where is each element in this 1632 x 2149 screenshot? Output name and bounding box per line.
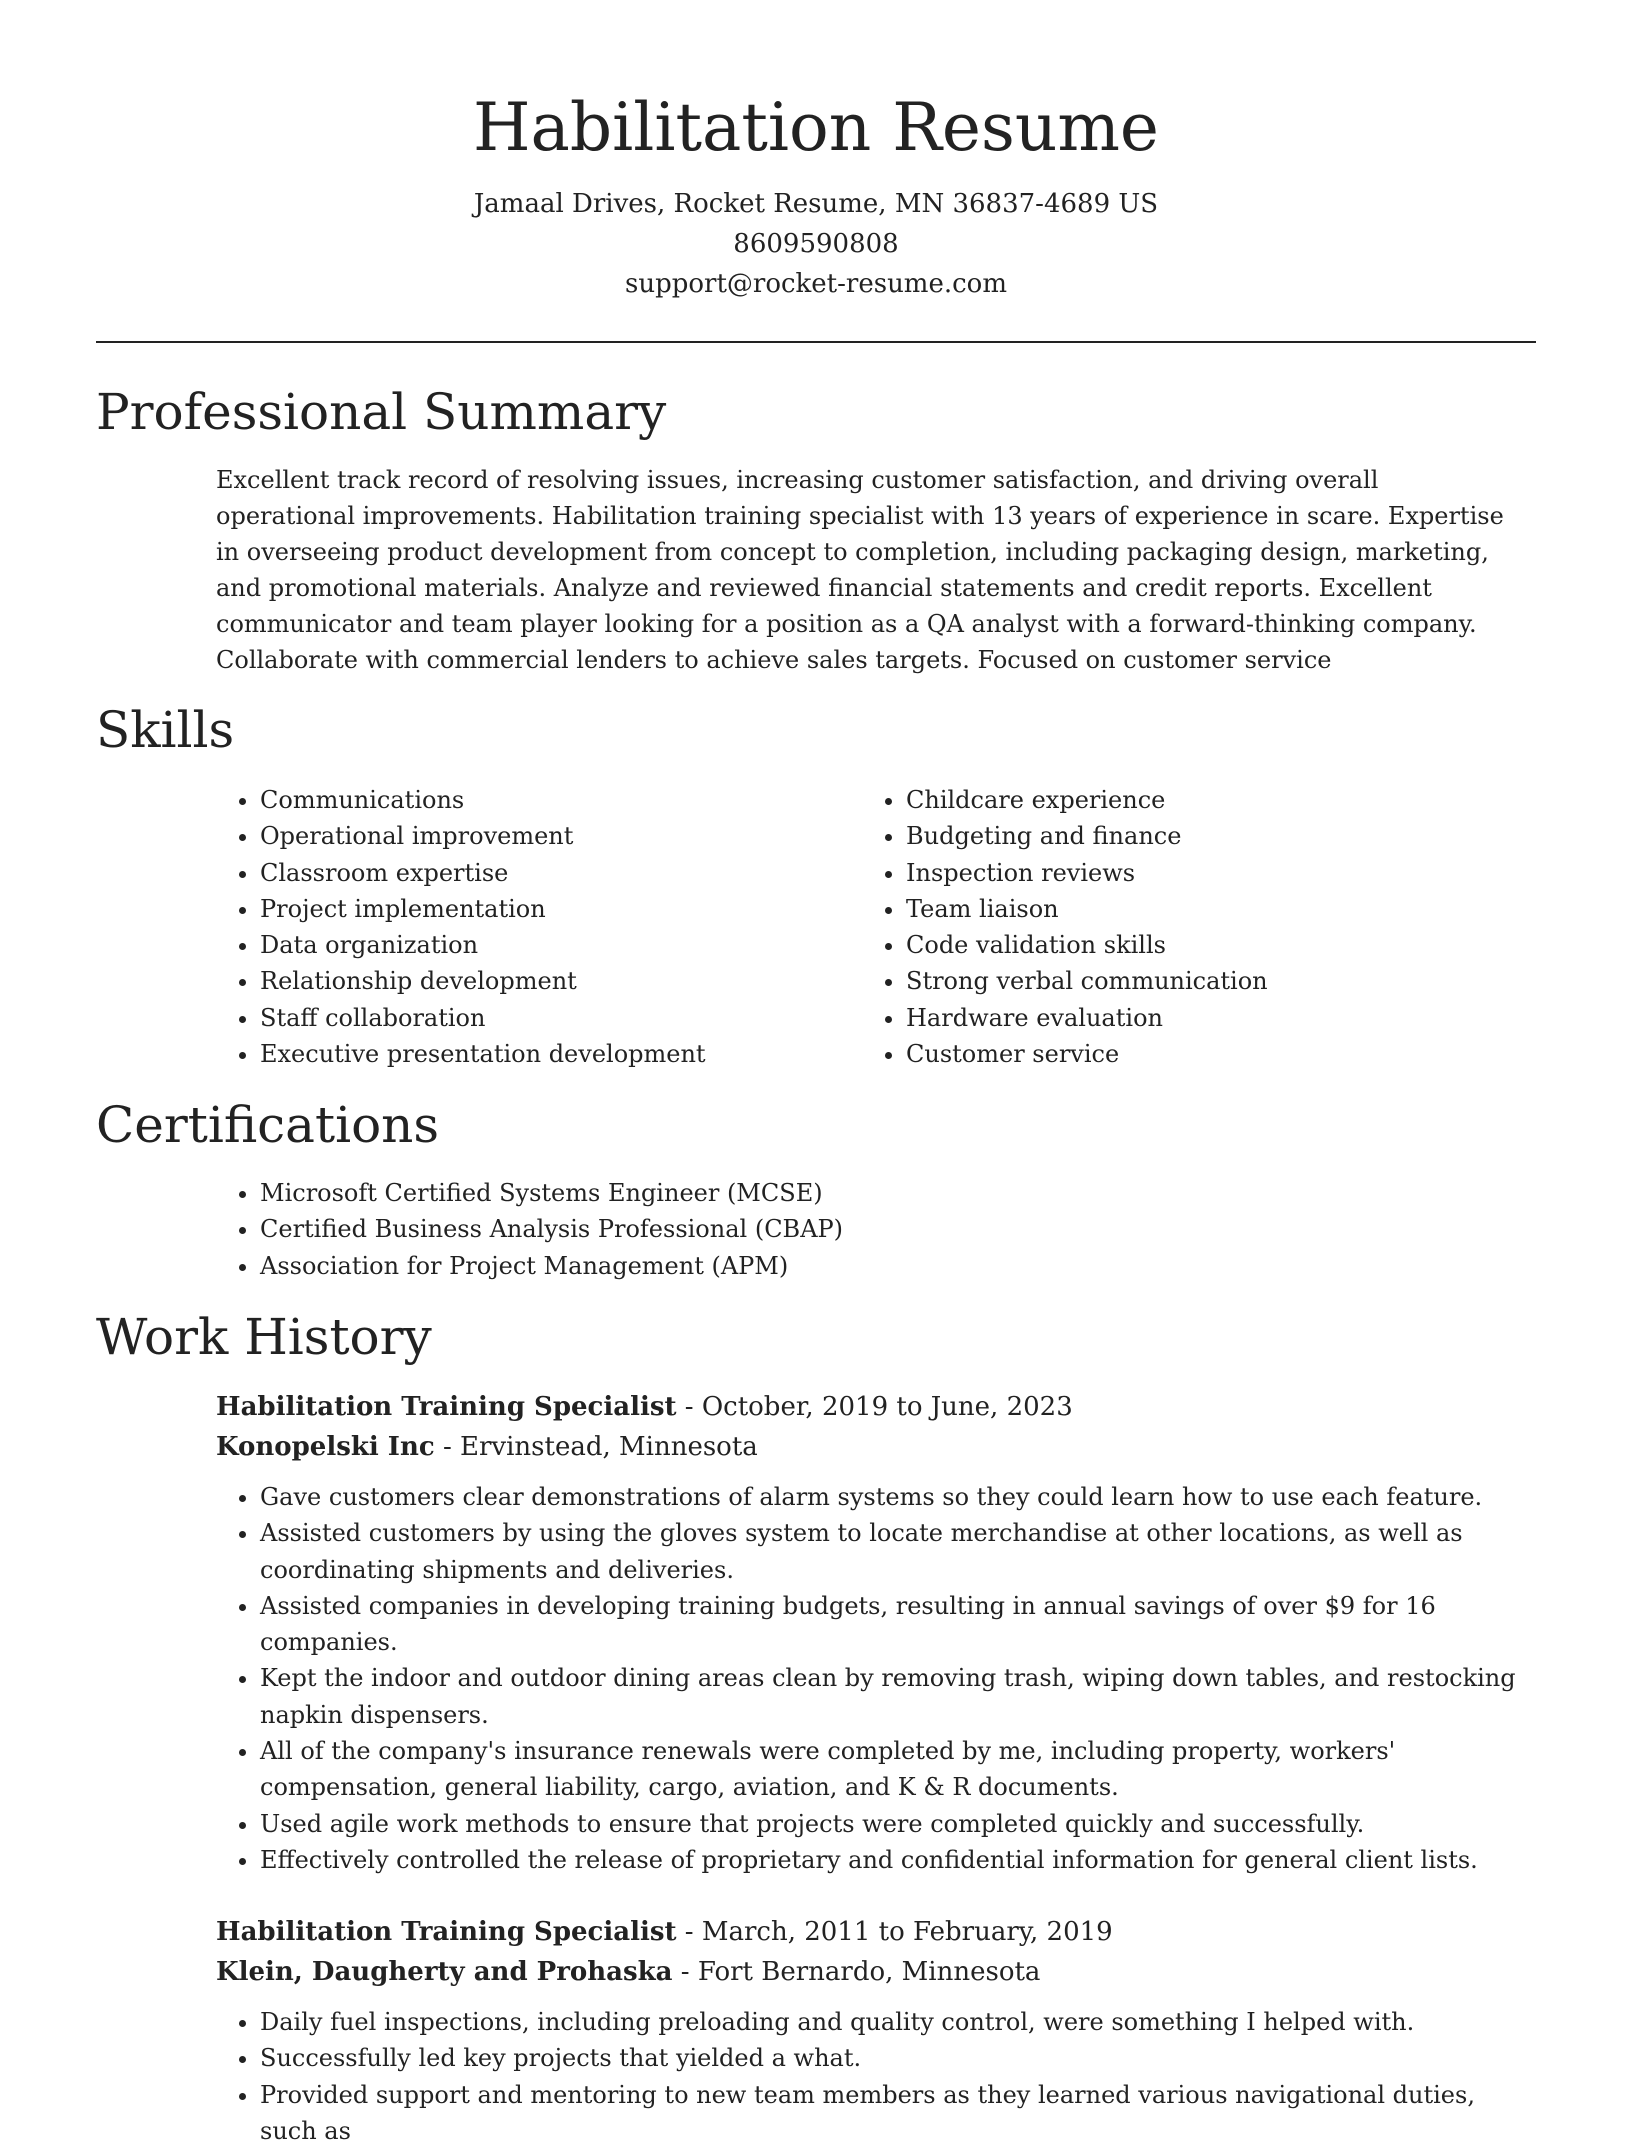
contact-email: support@rocket-resume.com	[624, 269, 1007, 299]
skills-left-list	[216, 782, 816, 1072]
job-bullet-item: • Daily fuel inspections, including preloading and quality control, were something I helped with.	[260, 2004, 1536, 2040]
skills-heading: Skills	[96, 701, 235, 759]
job-dates: - March, 2011 to February, 2019	[676, 1917, 1113, 1947]
skill-item: • Classroom expertise	[260, 855, 816, 891]
job-location: - Ervinstead, Minnesota	[434, 1432, 758, 1462]
certifications-block	[216, 1175, 1516, 1284]
job-title-line	[216, 1912, 1536, 1952]
job-company-line	[216, 1427, 1536, 1467]
job-company: Klein, Daugherty and Prohaska	[216, 1957, 673, 1987]
skill-item: • Hardware evaluation	[906, 1000, 1462, 1036]
job-entry	[216, 1912, 1536, 2149]
job-bullet-item: • Used agile work methods to ensure that projects were completed quickly and successfully.	[260, 1806, 1536, 1842]
job-bullet-item: • Assisted companies in developing training budgets, resulting in annual savings of over $9 for 16 companies.	[260, 1588, 1536, 1661]
job-bullet-item: • Gave customers clear demonstrations of alarm systems so they could learn how to use each feature.	[260, 1479, 1536, 1515]
certification-item: • Certified Business Analysis Professional (CBAP)	[260, 1211, 1516, 1247]
job-entry	[216, 1387, 1536, 1878]
contact-address: Jamaal Drives, Rocket Resume, MN 36837-4689 US	[473, 189, 1159, 219]
skills-right-column	[862, 782, 1462, 1072]
job-title: Habilitation Training Specialist	[216, 1392, 677, 1422]
skill-item: • Childcare experience	[906, 782, 1462, 818]
job-bullet-item: • All of the company's insurance renewals were completed by me, including property, workers' compensation, general liability, cargo, aviation, and K & R documents.	[260, 1733, 1536, 1806]
skill-item: • Executive presentation development	[260, 1036, 816, 1072]
certification-item: • Association for Project Management (APM)	[260, 1248, 1516, 1284]
summary-heading: Professional Summary	[96, 383, 667, 441]
skill-item: • Staff collaboration	[260, 1000, 816, 1036]
job-title: Habilitation Training Specialist	[216, 1917, 677, 1947]
resume-title: Habilitation Resume	[473, 89, 1159, 166]
job-bullet-item: • Successfully led key projects that yielded a what.	[260, 2040, 1536, 2076]
skill-item: • Project implementation	[260, 891, 816, 927]
job-bullet-item: • Kept the indoor and outdoor dining areas clean by removing trash, wiping down tables, and restocking napkin dispensers.	[260, 1660, 1536, 1733]
certification-item: • Microsoft Certified Systems Engineer (MCSE)	[260, 1175, 1516, 1211]
skills-right-list	[862, 782, 1462, 1072]
work-history-heading: Work History	[96, 1308, 432, 1366]
skills-left-column	[216, 782, 816, 1072]
skill-item: • Customer service	[906, 1036, 1462, 1072]
skill-item: • Inspection reviews	[906, 855, 1462, 891]
skill-item: • Data organization	[260, 927, 816, 963]
contact-phone: 8609590808	[733, 229, 899, 259]
job-company-line	[216, 1952, 1536, 1992]
job-bullets	[216, 2004, 1536, 2149]
job-company: Konopelski Inc	[216, 1432, 435, 1462]
skill-item: • Budgeting and finance	[906, 818, 1462, 854]
job-bullets	[216, 1479, 1536, 1878]
job-bullet-item: • Assisted customers by using the gloves system to locate merchandise at other locations, as well as coordinating shipments and deliveries.	[260, 1515, 1536, 1588]
certifications-heading: Certifications	[96, 1096, 440, 1154]
job-location: - Fort Bernardo, Minnesota	[672, 1957, 1041, 1987]
job-bullet-item: • Effectively controlled the release of proprietary and confidential information for general client lists.	[260, 1842, 1536, 1878]
job-title-line	[216, 1387, 1536, 1427]
skill-item: • Team liaison	[906, 891, 1462, 927]
summary-text: Excellent track record of resolving issues, increasing customer satisfaction, and driving overall operational improvements. Habilitation training specialist with 13 years of experience in scare. Expertise in overseeing product development from concept to completion, including packaging design, marketing, and promotional materials. Analyze and reviewed financial statements and credit reports. Excellent communicator and team player looking for a position as a QA analyst with a forward-thinking company. Collaborate with commercial lenders to achieve sales targets. Focused on customer service	[216, 466, 1504, 674]
skill-item: • Strong verbal communication	[906, 963, 1462, 999]
skill-item: • Relationship development	[260, 963, 816, 999]
header-divider	[96, 341, 1536, 343]
certifications-list	[216, 1175, 1516, 1284]
job-dates: - October, 2019 to June, 2023	[676, 1392, 1073, 1422]
skill-item: • Operational improvement	[260, 818, 816, 854]
skill-item: • Code validation skills	[906, 927, 1462, 963]
skill-item: • Communications	[260, 782, 816, 818]
job-bullet-item: • Provided support and mentoring to new team members as they learned various navigational duties, such as	[260, 2077, 1536, 2149]
resume-header	[0, 0, 1632, 304]
